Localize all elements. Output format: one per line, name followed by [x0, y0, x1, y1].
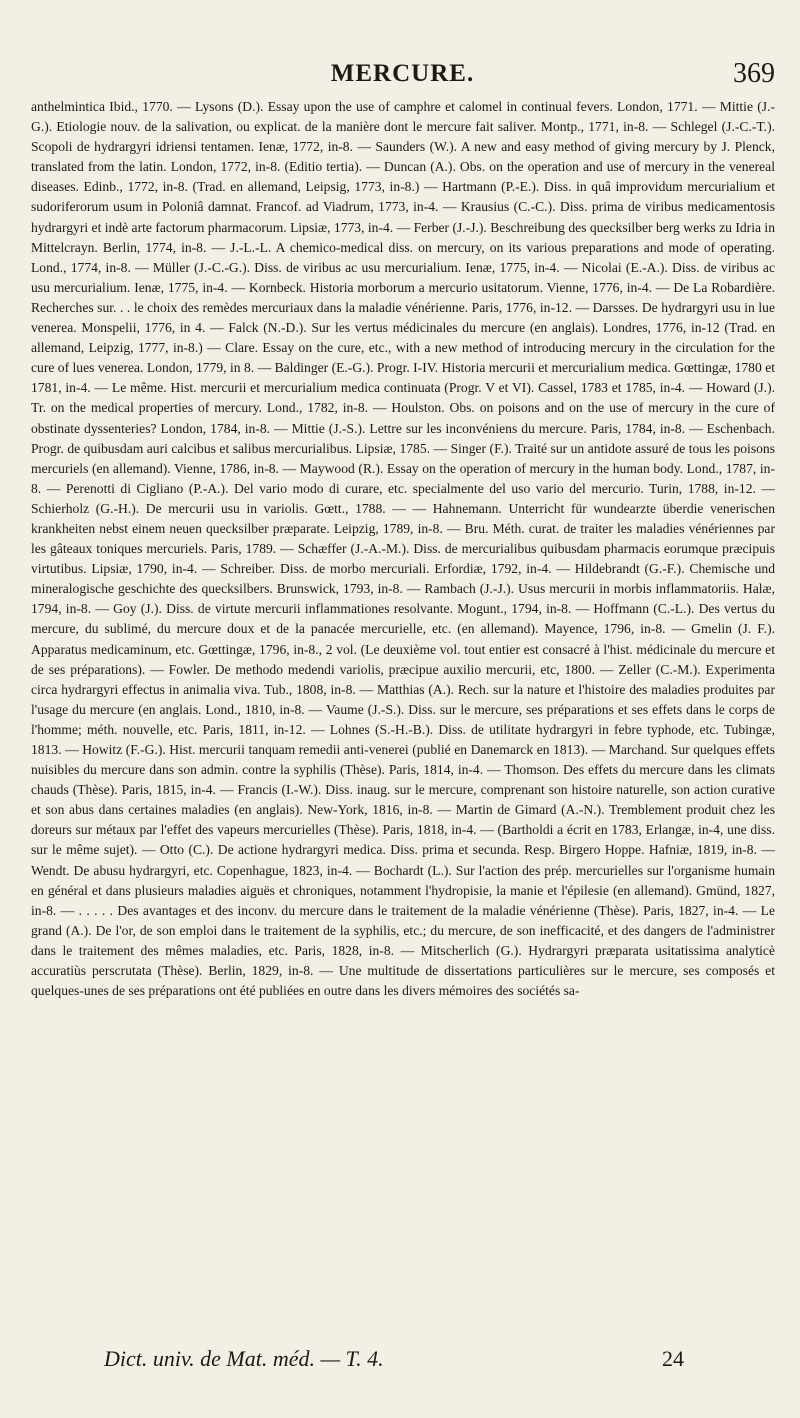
- page-title: MERCURE.: [330, 60, 475, 87]
- page-number: 369: [733, 58, 775, 89]
- running-header: [30, 58, 775, 98]
- paragraph: anthelmintica Ibid., 1770. — Lysons (D.). Essay upon the use of camphre et calomel in continual fevers. London, 1771. — Mittie (J.-G.). Etiologie nouv. de la salivation, ou explicat. de la manière dont le mercure fait saliver. Montp., 1771, in-8. — Schlegel (J.-C.-T.). Scopoli de hydrargyri idriensi tentamen. Ienæ, 1772, in-8. — Saunders (W.). A new and easy method of giving mercury by J. Plenck, translated from the latin. London, 1772, in-8. (Editio tertia). — Duncan (A.). Obs. on the operation and use of mercury in the venereal diseases. Edinb., 1772, in-8. (Trad. en allemand, Leipsig, 1773, in-8.) — Hartmann (P.-E.). Diss. in quâ improvidum mercurialium et sudoriferorum usum in Poloniâ damnat. Francof. ad Viadrum, 1773, in-4. — Krausius (C.-C.). Diss. prima de viribus medicamentosis hydrargyri et indè arte factorum pharmacorum. Lipsiæ, 1773, in-4. — Ferber (J.-J.). Beschreibung des quecksilber berg werks zu Idria in Mittelcrayn. Berlin, 1774, in-8. — J.-L.-L. A chemico-medical diss. on mercury, on its various preparations and mode of operating. Lond., 1774, in-8. — Müller (J.-C.-G.). Diss. de viribus ac usu mercurialium. Ienæ, 1775, in-4. — Nicolai (E.-A.). Diss. de viribus ac usu mercurialium. Ienæ, 1775, in-4. — Kornbeck. Historia morborum a mercurio usitatorum. Vienne, 1776, in-4. — De La Robardière. Recherches sur. . . le choix des remèdes mercuriaux dans la maladie vénérienne. Paris, 1776, in-12. — Darsses. De hydrargyri usu in lue venerea. Monspelii, 1776, in 4. — Falck (N.-D.). Sur les vertus médicinales du mercure (en anglais). Londres, 1776, in-12 (Trad. en allemand, Leipzig, 1777, in-8.) — Clare. Essay on the cure, etc., with a new method of introducing mercury in the circulation for the cure of lues venerea. London, 1779, in 8. — Baldinger (E.-G.). Progr. I-IV. Historia mercurii et mercurialium medica. Gœttingæ, 1780 et 1781, in-4. — Le même. Hist. mercurii et mercurialium medica continuata (Progr. V et VI). Cassel, 1783 et 1785, in-4. — Howard (J.). Tr. on the medical properties of mercury. Lond., 1782, in-8. — Houlston. Obs. on poisons and on the use of mercury in the cure of obstinate dyssenteries? London, 1784, in-8. — Mittie (J.-S.). Lettre sur les inconvéniens du mercure. Paris, 1784, in-8. — Eschenbach. Progr. de quibusdam auri calcibus et salibus mercurialibus. Lipsiæ, 1785. — Singer (F.). Traité sur un antidote assuré de tous les poisons mercuriels (en allemand). Vienne, 1786, in-8. — Maywood (R.). Essay on the operation of mercury in the human body. Lond., 1787, in-8. — Perenotti di Cigliano (P.-A.). Del vario modo di curare, etc. specialmente del uso vario del mercurio. Turin, 1788, in-12. — Schierholz (G.-H.). De mercurii usu in variolis. Gœtt., 1788. — — Hahnemann. Unterricht für wundearzte überdie venerischen krankheiten nebst einem neuen quecksilber præparate. Leipzig, 1789, in-8. — Bru. Méth. curat. de traiter les maladies vénériennes par les gâteaux toniques mercuriels. Paris, 1789. — Schæffer (J.-A.-M.). Diss. de mercurialibus quibusdam pharmacis eorumque præcipuis virtutibus. Lipsiæ, 1790, in-4. — Schreiber. Diss. de morbo mercuriali. Erfordiæ, 1792, in-4. — Hildebrandt (G.-F.). Chemische und mineralogische geschichte des quecksilbers. Brunswick, 1793, in-8. — Rambach (J.-J.). Usus mercurii in morbis inflammatoriis. Halæ, 1794, in-8. — Goy (J.). Diss. de virtute mercurii inflammationes resolvante. Mogunt., 1794, in-8. — Hoffmann (C.-L.). Des vertus du mercure, du sublimé, du mercure doux et de la panacée mercurielle, etc. (en allemand). Mayence, 1796, in-8. — Gmelin (J. F.). Apparatus medicaminum, etc. Gœttingæ, 1796, in-8., 2 vol. (Le deuxième vol. tout entier est consacré à l'hist. médicinale du mercure et de ses préparations). — Fowler. De methodo medendi variolis, præcipue auxilio mercurii, etc, 1800. — Zeller (C.-M.). Experimenta circa hydrargyri effectus in animalia viva. Tub., 1808, in-8. — Matthias (A.). Rech. sur la nature et l'histoire des maladies produites par l'usage du mercure (en anglais. Lond., 1810, in-8. — Vaume (J.-S.). Diss. sur le mercure, ses préparations et ses effets dans le corps de l'homme; méth. nouvelle, etc. Paris, 1811, in-12. — Lohnes (S.-H.-B.). Diss. de utilitate hydrargyri in febre typhode, etc. Tubingæ, 1813. — Howitz (F.-G.). Hist. mercurii tanquam remedii anti-venerei (publié en Danemarck en 1813). — Marchand. Sur quelques effets nuisibles du mercure dans son admin. contre la syphilis (Thèse). Paris, 1814, in-4. — Thomson. Des effets du mercure dans les climats chauds (Thèse). Paris, 1815, in-4. — Francis (I.-W.). Diss. inaug. sur le mercure, comprenant son histoire naturelle, son action curative et son abus dans certaines maladies (en anglais). New-York, 1816, in-8. — Martin de Gimard (A.-N.). Tremblement produit chez les doreurs sur métaux par l'effet des vapeurs mercurielles (Thèse). Paris, 1818, in-4. — (Bartholdi a écrit en 1783, Erlangæ, in-4, une diss. sur le même sujet). — Otto (C.). De actione hydrargyri medica. Diss. prima et secunda. Resp. Birgero Hoppe. Hafniæ, 1819, in-8. — Wendt. De abusu hydrargyri, etc. Copenhague, 1823, in-4. — Bochardt (L.). Sur l'action des prép. mercurielles sur l'organisme humain en général et dans plusieurs maladies aiguës et chroniques, notamment l'hydropisie, la manie et l'épilesie (en allemand). Gmünd, 1827, in-8. — . . . . . Des avantages et des inconv. du mercure dans le traitement de la maladie vénérienne (Thèse). Paris, 1827, in-4. — Le grand (A.). De l'or, de son emploi dans le traitement de la syphilis, etc.; du mercure, de son inefficacité, et des dangers de l'administrer dans le traitement des mêmes maladies, etc. Paris, 1828, in-8. — Mitscherlich (G.). Hydrargyri præparata usitatissima analyticè accuratiùs perscrutata (Thèse). Berlin, 1829, in-8. — Une multitude de dissertations particulières sur le mercure, ses composés et quelques-unes de ses préparations ont été publiées en outre dans les divers mémoires des sociétés sa-: [31, 99, 775, 999]
- signature-mark: Dict. univ. de Mat. méd. — T. 4.: [104, 1346, 384, 1371]
- sheet-number: 24: [662, 1346, 684, 1371]
- bibliography-text: [31, 97, 775, 1001]
- footer: [104, 1346, 684, 1380]
